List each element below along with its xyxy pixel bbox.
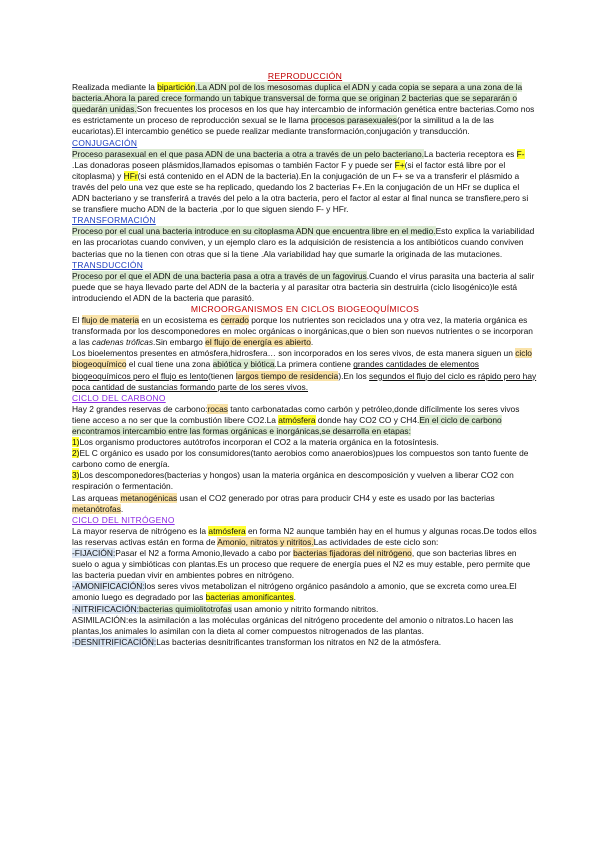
- text: Hay 2 grandes reservas de carbono:: [72, 403, 208, 414]
- text: usan el CO2 generado por otras para producir CH4 y este es usado por las bacterias: [177, 492, 495, 503]
- highlight-fijadoras: bacterias fijadoras del nitrógeno: [293, 548, 412, 559]
- label-desnitrificacion: -DESNITRIFICACIÓN:: [72, 636, 157, 647]
- highlight-intercambio: En el ciclo de carbono encontramos intercambio entre las formas orgánicas e inorgánicas,se desarrolla en etapas:: [72, 414, 502, 436]
- highlight-largos-tiempo: largos tiempo de residencia: [235, 370, 339, 381]
- underline-grandes-cantidades: grandes cantidades de elementos biogeoquímicos pero el flujo es lento: [72, 359, 479, 381]
- text: los seres vivos metabolizan el nitrógeno orgánico pasándolo a amonio, que se excreta como urea.El amonio luego es degradado por las: [72, 581, 517, 603]
- highlight-hfr: HFr: [123, 170, 138, 181]
- text: (tienen: [207, 370, 236, 381]
- paragraph-conjugacion: [72, 149, 538, 216]
- paragraph-amonificacion: [72, 581, 538, 603]
- highlight-cerrado: cerrado: [220, 315, 249, 326]
- text: donde hay CO2 CO y CH4.: [315, 414, 420, 425]
- text: en un ecosistema es: [139, 315, 221, 326]
- highlight-f-plus: F+: [394, 159, 405, 170]
- underline-segundos: segundos el flujo del ciclo es rápido pero hay poca cantidad de sustancias formando parte de los seres vivos.: [72, 370, 537, 392]
- highlight-atmosfera-n: atmósfera: [208, 525, 246, 536]
- paragraph-desnitrificacion: [72, 637, 538, 648]
- step-number: 3): [72, 470, 80, 481]
- paragraph-fijacion: [72, 548, 538, 581]
- paragraph-nitrificacion: [72, 604, 538, 615]
- label-amonificacion: -AMONIFICACIÓN:: [72, 581, 145, 592]
- highlight-amonificantes: bacterias amonificantes: [205, 592, 294, 603]
- step-number: 2): [72, 448, 80, 459]
- text: Los organismo productores autótrofos incorporan el CO2 a la materia orgánica en la fotosíntesis.: [79, 437, 439, 448]
- paragraph-carbono-arqueas: [72, 493, 538, 515]
- label-asimilacion: ASIMILACIÓN:: [72, 614, 129, 625]
- text: Las arqueas: [72, 492, 121, 503]
- heading-conjugacion: CONJUGACIÓN: [72, 137, 138, 148]
- text: .Cuando el virus parasita una bacteria al salir puede que se haya llevado parte del ADN de la bacteria y al parasitar otra bacteria sin destruirla (ciclo lisogénico)le está introduciendo el ADN de la bacteria que parasitó.: [72, 270, 535, 303]
- text: el cual tiene una zona: [126, 359, 213, 370]
- text: El: [72, 315, 82, 326]
- heading-microorganismos: MICROORGANISMOS EN CICLOS BIOGEOQUÍMICOS: [190, 303, 420, 314]
- highlight-ciclo-biogeoquimico: ciclo biogeoquímico: [72, 348, 532, 370]
- step-number: 1): [72, 437, 80, 448]
- text: , que son bacterias libres en suelo o agua y simbióticas con plantas.Es un proceso que requere de energía pues el N2 es muy estable, pero permite que las bacteria puedan vivir en ambientes pobres en nitrógeno.: [72, 548, 531, 581]
- highlight-flujo-energia: el flujo de energía es abierto: [205, 337, 311, 348]
- text: Los descomponedores(bacterias y hongos) usan la materia orgánica en descomposición y vuelven a liberar CO2 con respiración o fermentación.: [72, 470, 514, 492]
- highlight-transformacion-definition: Proceso por el cual una bacteria introduce en su citoplasma ADN que encuentra libre en el medio.: [72, 226, 436, 237]
- heading-ciclo-nitrogeno: CICLO DEL NITRÓGENO: [72, 514, 175, 525]
- text: (por la similitud a la de las eucariotas).El intercambio genético se puede realizar mediante transformación,conjugación y transducción.: [72, 115, 494, 137]
- highlight-atmosfera: atmósfera: [278, 414, 316, 425]
- highlight-metanogenicas: metanogénicas: [120, 492, 178, 503]
- label-nitrificacion: -NITRIFICACIÓN:: [72, 603, 139, 614]
- text: .Sin embargo: [153, 337, 206, 348]
- heading-ciclo-carbono: CICLO DEL CARBONO: [72, 392, 166, 403]
- paragraph-microorganismos-2: [72, 348, 538, 392]
- text: Son frecuentes los procesos en los que hay intercambio de información genética entre bacterias.Como nos es estrictamente un proceso de reproducción sexual se le llama: [72, 104, 535, 126]
- text-cadenas-troficas: cadenas tróficas: [92, 337, 154, 348]
- text: .: [293, 592, 296, 603]
- paragraph-microorganismos-1: [72, 315, 538, 348]
- text: Los bioelementos presentes en atmósfera,hidrosfera… son incorporados en los seres vivos, de esta manera siguen un: [72, 348, 516, 359]
- paragraph-transformacion: [72, 226, 538, 259]
- highlight-flujo-materia: flujo de materia: [81, 315, 140, 326]
- text: Realizada mediante la: [72, 82, 158, 93]
- highlight-conjugacion-definition: Proceso parasexual en el que pasa ADN de una bacteria a otra a través de un pelo bacteriano.: [72, 148, 424, 159]
- highlight-f-minus: F-: [516, 148, 525, 159]
- paragraph-carbono-step-2: [72, 448, 538, 470]
- highlight-quimiolitotrofas: bacterias quimiolitotrofas: [139, 603, 232, 614]
- text: La mayor reserva de nitrógeno es la: [72, 525, 209, 536]
- text: porque los nutrientes son reciclados una y otra vez, la materia orgánica es transformada por los descomponedores en molec orgánicas o inorgánicas,que o bien son nuevos nutrientes o se incorporan a las: [72, 315, 533, 348]
- paragraph-nitrogeno-1: [72, 526, 538, 548]
- heading-transformacion: TRANSFORMACIÓN: [72, 215, 156, 226]
- paragraph-transduccion: [72, 271, 538, 304]
- text: (si el factor está libre por el citoplasma) y: [72, 159, 506, 181]
- text: .: [120, 503, 124, 514]
- text: (si está contenido en el ADN de la bacteria).En la conjugación de un F+ se va a transferir el plásmido a través del pelo una vez que este se ha replicado, quedando los 2 bacterias F+.En la conjugación de un HFr se duplica el ADN bacteriano y se transferirá a través del pelo a la otra bacteria, pero el factor al estar al final nunca se transfiere,pero si se transfiere mucho ADN de la bacteria ,por lo que siguen siendo F- y HFr.: [72, 170, 529, 215]
- text: Las bacterias desnitrificantes transforman los nitratos en N2 de la atmósfera.: [156, 636, 442, 647]
- paragraph-carbono-step-1: [72, 437, 538, 448]
- text: Esto explica la variabilidad en las procariotas cuando conviven, y un ejemplo claro es la adquisición de resistencia a los antibióticos cuando conviven bacterias que no la tienen con otras que si la tiene .Ala variabilidad hay que sumarle la originada de las mutaciones.: [72, 226, 535, 259]
- highlight-biparticion: bipartición: [157, 82, 196, 93]
- paragraph-reproduccion: [72, 82, 538, 137]
- text: usan amonio y nitrito formando nitritos.: [231, 603, 379, 614]
- text: Las actividades de este ciclo son:: [313, 536, 439, 547]
- paragraph-carbono-step-3: [72, 470, 538, 492]
- highlight-procesos-parasexuales: procesos parasexuales: [310, 115, 397, 126]
- paragraph-carbono-1: [72, 404, 538, 437]
- text: es la asimilación a las moléculas orgánicas del nitrógeno procedente del amonio o nitratos.Lo hacen las plantas,los animales lo asimilan con la dieta al comer compuestos nitrogenados de las plantas.: [72, 614, 514, 636]
- text: .: [310, 337, 314, 348]
- paragraph-asimilacion: [72, 615, 538, 637]
- heading-transduccion: TRANSDUCCIÓN: [72, 259, 144, 270]
- text: La bacteria receptora es: [423, 148, 517, 159]
- text: .La primera contiene: [274, 359, 354, 370]
- text: en forma N2 aunque también hay en el humus y algunas rocas.De todos ellos las reservas activas están en forma de: [72, 525, 537, 547]
- highlight-metanotrofas: metanótrofas: [72, 503, 121, 514]
- highlight-amonio-nitratos: Amonio, nitratos y nitritos.: [217, 536, 314, 547]
- text: EL C orgánico es usado por los consumidores(tanto aerobios como anaerobios)pues los compuestos son tanto fuente de carbono como de energía.: [72, 448, 529, 470]
- text: ).En los: [338, 370, 370, 381]
- highlight-biparticion-description: .La ADN pol de los mesosomas duplica el ADN y cada copia se separa a una zona de la bacteria.Ahora la pared crece formando un tabique transversal de forma que se originan 2 bacterias que se separarán o quedarán unidas.: [72, 82, 523, 115]
- heading-reproduccion: REPRODUCCIÓN: [267, 71, 343, 81]
- text: Pasar el N2 a forma Amonio,llevado a cabo por: [115, 548, 294, 559]
- label-fijacion: -FIJACIÓN:: [72, 548, 116, 559]
- text: tanto carbonatadas como carbón y petróleo,donde difícilmente los seres vivos tiene acceso a no ser que la combustión libere CO2.La: [72, 403, 520, 425]
- highlight-transduccion-definition: Proceso por el que el ADN de una bacteria pasa a otra a través de un fagovirus: [72, 270, 367, 281]
- highlight-rocas: rocas: [207, 403, 228, 414]
- highlight-abiotica-biotica: abiótica y biótica: [212, 359, 275, 370]
- text: .Las donadoras poseen plásmidos,llamados episomas o también Factor F y puede ser: [72, 159, 395, 170]
